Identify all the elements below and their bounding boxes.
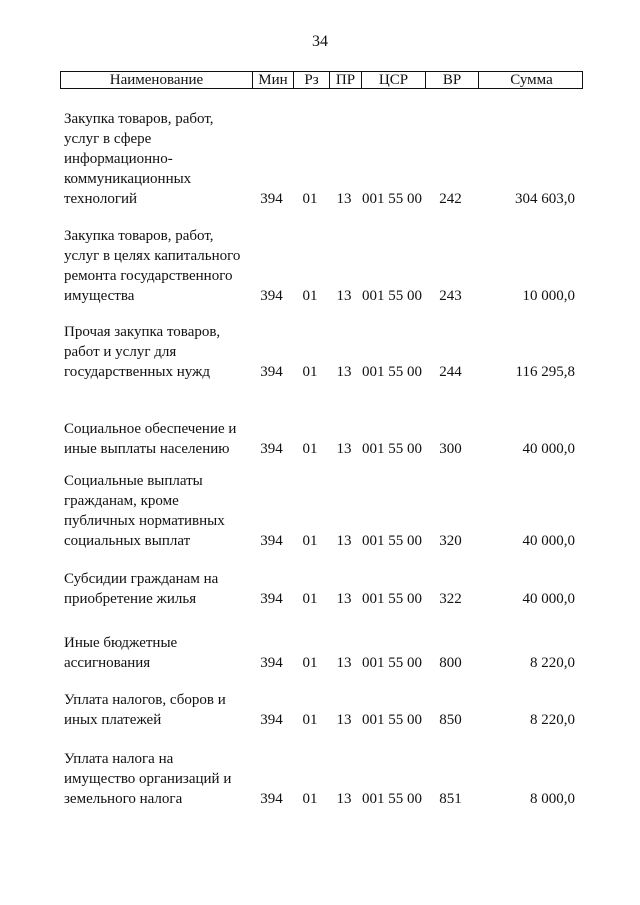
- row-vr: 800: [439, 655, 462, 671]
- row-csr: 001 55 00: [362, 441, 422, 457]
- header-sum: Сумма: [478, 72, 584, 88]
- row-pr: 13: [336, 712, 352, 728]
- table-row: [60, 569, 583, 609]
- row-min: 394: [260, 591, 283, 607]
- row-sum: 10 000,0: [522, 288, 575, 304]
- row-sum: 116 295,8: [515, 364, 575, 380]
- row-name: Уплата налогов, сборов и иных платежей: [64, 692, 226, 728]
- row-sum: 8 220,0: [530, 712, 575, 728]
- row-sum: 8 220,0: [530, 655, 575, 671]
- row-min: 394: [260, 364, 283, 380]
- table-row: [60, 749, 583, 809]
- header-min: Мин: [252, 72, 293, 88]
- table-row: [60, 322, 583, 382]
- row-csr: 001 55 00: [362, 791, 422, 807]
- table-row: [60, 109, 583, 209]
- row-csr: 001 55 00: [362, 288, 422, 304]
- row-pr: 13: [336, 655, 352, 671]
- row-vr: 320: [439, 533, 462, 549]
- row-name: Прочая закупка товаров, работ и услуг для государственных нужд: [64, 324, 221, 380]
- row-min: 394: [260, 441, 283, 457]
- row-csr: 001 55 00: [362, 364, 422, 380]
- row-sum: 40 000,0: [522, 591, 575, 607]
- table-header: [60, 71, 583, 89]
- header-name: Наименование: [109, 72, 204, 88]
- row-name: Закупка товаров, работ, услуг в целях капитального ремонта государственного имущества: [64, 228, 241, 304]
- row-rz: 01: [302, 591, 318, 607]
- row-vr: 243: [439, 288, 462, 304]
- row-pr: 13: [336, 441, 352, 457]
- row-name: Уплата налога на имущество организаций и земельного налога: [64, 751, 232, 807]
- row-rz: 01: [302, 364, 318, 380]
- row-min: 394: [260, 533, 283, 549]
- row-sum: 304 603,0: [515, 191, 575, 207]
- row-vr: 244: [439, 364, 462, 380]
- row-min: 394: [260, 191, 283, 207]
- row-rz: 01: [302, 191, 318, 207]
- row-name: Социальное обеспечение и иные выплаты населению: [64, 421, 237, 457]
- header-pr: ПР: [329, 72, 361, 88]
- row-sum: 40 000,0: [522, 441, 575, 457]
- row-pr: 13: [336, 791, 352, 807]
- row-pr: 13: [336, 591, 352, 607]
- row-pr: 13: [336, 288, 352, 304]
- row-rz: 01: [302, 712, 318, 728]
- table-row: [60, 226, 583, 306]
- table-row: [60, 471, 583, 551]
- row-name: Иные бюджетные ассигнования: [64, 635, 178, 671]
- row-vr: 850: [439, 712, 462, 728]
- table-row: [60, 690, 583, 730]
- row-pr: 13: [336, 533, 352, 549]
- row-csr: 001 55 00: [362, 191, 422, 207]
- row-name: Социальные выплаты гражданам, кроме публичных нормативных социальных выплат: [64, 473, 225, 549]
- row-vr: 242: [439, 191, 462, 207]
- row-min: 394: [260, 712, 283, 728]
- row-rz: 01: [302, 441, 318, 457]
- row-csr: 001 55 00: [362, 712, 422, 728]
- row-rz: 01: [302, 533, 318, 549]
- row-min: 394: [260, 655, 283, 671]
- row-vr: 322: [439, 591, 462, 607]
- table-row: [60, 419, 583, 459]
- row-vr: 300: [439, 441, 462, 457]
- header-vr: ВР: [425, 72, 478, 88]
- row-rz: 01: [302, 655, 318, 671]
- row-sum: 8 000,0: [530, 791, 575, 807]
- row-csr: 001 55 00: [362, 533, 422, 549]
- row-name: Закупка товаров, работ, услуг в сфере информационно- коммуникационных технологий: [64, 111, 214, 207]
- row-min: 394: [260, 288, 283, 304]
- page-number: 34: [312, 33, 328, 50]
- row-csr: 001 55 00: [362, 655, 422, 671]
- row-rz: 01: [302, 791, 318, 807]
- row-pr: 13: [336, 364, 352, 380]
- header-csr: ЦСР: [361, 72, 425, 88]
- row-csr: 001 55 00: [362, 591, 422, 607]
- row-min: 394: [260, 791, 283, 807]
- header-rz: Рз: [293, 72, 329, 88]
- row-pr: 13: [336, 191, 352, 207]
- row-vr: 851: [439, 791, 462, 807]
- row-sum: 40 000,0: [522, 533, 575, 549]
- row-rz: 01: [302, 288, 318, 304]
- row-name: Субсидии гражданам на приобретение жилья: [64, 571, 219, 607]
- table-row: [60, 633, 583, 673]
